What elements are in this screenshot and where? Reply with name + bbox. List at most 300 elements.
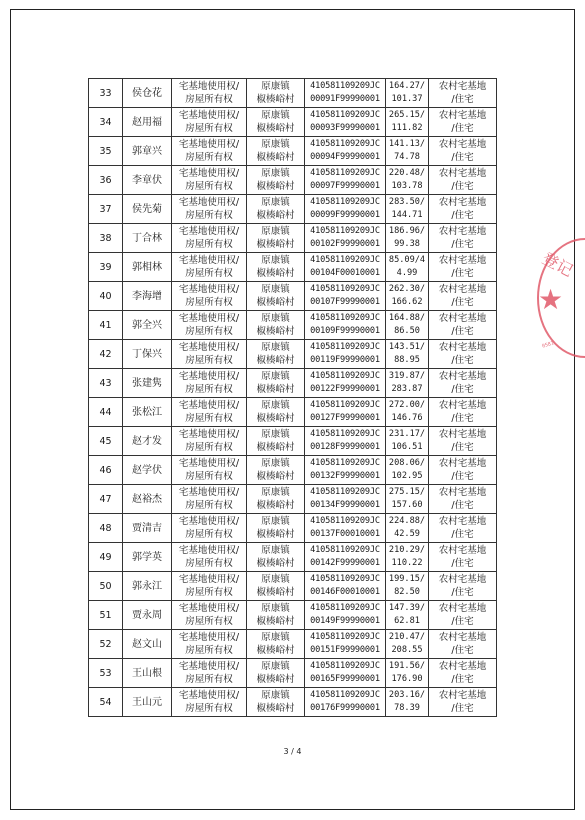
unit-code-cell: [305, 195, 386, 224]
location-cell: [247, 427, 305, 456]
row-number-cell: 39: [89, 253, 123, 282]
location-cell-line: 椒楱峪村: [256, 326, 295, 337]
location-cell-line: 椒楱峪村: [256, 558, 295, 569]
owner-name-cell: 赵文山: [123, 630, 172, 659]
unit-code-cell-line: 00132F99990001: [310, 471, 380, 481]
land-use-cell-line: /住宅: [451, 674, 474, 685]
land-use-cell: [429, 195, 497, 224]
location-cell-line: 原康镇: [261, 516, 290, 527]
area-cell: [386, 369, 429, 398]
right-type-cell-line: 房屋所有权: [185, 355, 233, 366]
location-cell: [247, 514, 305, 543]
area-cell-line: 164.88/: [388, 313, 426, 323]
location-cell: [247, 456, 305, 485]
unit-code-cell-line: 410581109209JC: [310, 429, 380, 439]
area-cell: [386, 485, 429, 514]
area-cell-line: 82.50: [394, 587, 420, 597]
area-cell: [386, 630, 429, 659]
row-number-cell: 34: [89, 108, 123, 137]
unit-code-cell-line: 00165F99990001: [310, 674, 380, 684]
row-number-cell: 47: [89, 485, 123, 514]
right-type-cell-line: 房屋所有权: [185, 413, 233, 424]
land-use-cell: [429, 369, 497, 398]
right-type-cell-line: 宅基地使用权/: [178, 226, 240, 237]
unit-code-cell: [305, 659, 386, 688]
area-cell-line: 199.15/: [388, 574, 426, 584]
right-type-cell: [172, 572, 247, 601]
land-use-cell-line: /住宅: [451, 471, 474, 482]
unit-code-cell-line: 410581109209JC: [310, 110, 380, 120]
seal-text: 登记: [538, 248, 577, 281]
location-cell-line: 原康镇: [261, 168, 290, 179]
table-row: [89, 311, 497, 340]
area-cell: [386, 282, 429, 311]
land-use-cell-line: 农村宅基地: [438, 139, 487, 150]
owner-name-cell: 王山元: [123, 688, 172, 717]
unit-code-cell: [305, 514, 386, 543]
right-type-cell-line: 宅基地使用权/: [178, 139, 240, 150]
right-type-cell: [172, 688, 247, 717]
area-cell: [386, 688, 429, 717]
right-type-cell-line: 宅基地使用权/: [178, 632, 240, 643]
land-use-cell-line: 农村宅基地: [438, 197, 487, 208]
right-type-cell: [172, 340, 247, 369]
land-use-cell: [429, 137, 497, 166]
right-type-cell: [172, 659, 247, 688]
land-use-cell: [429, 282, 497, 311]
unit-code-cell-line: 410581109209JC: [310, 458, 380, 468]
area-cell-line: 147.39/: [388, 603, 426, 613]
area-cell: [386, 398, 429, 427]
area-cell-line: 144.71: [391, 210, 423, 220]
land-use-cell-line: 农村宅基地: [438, 661, 487, 672]
location-cell-line: 原康镇: [261, 400, 290, 411]
unit-code-cell-line: 410581109209JC: [310, 400, 380, 410]
unit-code-cell: [305, 79, 386, 108]
unit-code-cell-line: 00149F99990001: [310, 616, 380, 626]
registration-table-body: [89, 79, 497, 717]
right-type-cell: [172, 369, 247, 398]
land-use-cell: [429, 79, 497, 108]
row-number-cell: 40: [89, 282, 123, 311]
right-type-cell-line: 房屋所有权: [185, 645, 233, 656]
area-cell: [386, 166, 429, 195]
right-type-cell-line: 宅基地使用权/: [178, 197, 240, 208]
right-type-cell-line: 宅基地使用权/: [178, 690, 240, 701]
right-type-cell-line: 宅基地使用权/: [178, 429, 240, 440]
area-cell-line: 101.37: [391, 94, 423, 104]
unit-code-cell-line: 410581109209JC: [310, 255, 380, 265]
right-type-cell: [172, 543, 247, 572]
location-cell: [247, 688, 305, 717]
location-cell-line: 椒楱峪村: [256, 442, 295, 453]
location-cell-line: 椒楱峪村: [256, 471, 295, 482]
table-row: [89, 427, 497, 456]
area-cell-line: 102.95: [391, 471, 423, 481]
location-cell-line: 原康镇: [261, 458, 290, 469]
right-type-cell-line: 房屋所有权: [185, 94, 233, 105]
unit-code-cell-line: 00137F00010001: [310, 529, 380, 539]
land-use-cell: [429, 398, 497, 427]
unit-code-cell-line: 410581109209JC: [310, 371, 380, 381]
land-use-cell-line: 农村宅基地: [438, 400, 487, 411]
area-cell-line: 88.95: [394, 355, 420, 365]
row-number-cell: 44: [89, 398, 123, 427]
area-cell-line: 141.13/: [388, 139, 426, 149]
unit-code-cell-line: 00107F99990001: [310, 297, 380, 307]
right-type-cell-line: 宅基地使用权/: [178, 168, 240, 179]
table-row: [89, 514, 497, 543]
location-cell-line: 椒楱峪村: [256, 384, 295, 395]
owner-name-cell: 李海增: [123, 282, 172, 311]
location-cell-line: 原康镇: [261, 487, 290, 498]
table-row: [89, 659, 497, 688]
right-type-cell: [172, 630, 247, 659]
row-number-cell: 37: [89, 195, 123, 224]
land-use-cell-line: /住宅: [451, 500, 474, 511]
land-use-cell: [429, 427, 497, 456]
area-cell-line: 110.22: [391, 558, 423, 568]
land-use-cell: [429, 543, 497, 572]
unit-code-cell-line: 00127F99990001: [310, 413, 380, 423]
location-cell-line: 原康镇: [261, 632, 290, 643]
land-use-cell: [429, 340, 497, 369]
area-cell: [386, 224, 429, 253]
table-row: [89, 253, 497, 282]
land-use-cell: [429, 485, 497, 514]
row-number-cell: 35: [89, 137, 123, 166]
unit-code-cell: [305, 427, 386, 456]
row-number-cell: 54: [89, 688, 123, 717]
location-cell-line: 原康镇: [261, 574, 290, 585]
area-cell-line: 203.16/: [388, 690, 426, 700]
area-cell-line: 224.88/: [388, 516, 426, 526]
unit-code-cell-line: 410581109209JC: [310, 574, 380, 584]
unit-code-cell-line: 00176F99990001: [310, 703, 380, 713]
unit-code-cell-line: 00097F99990001: [310, 181, 380, 191]
unit-code-cell: [305, 137, 386, 166]
table-row: [89, 688, 497, 717]
location-cell-line: 椒楱峪村: [256, 268, 295, 279]
location-cell-line: 椒楱峪村: [256, 500, 295, 511]
location-cell-line: 椒楱峪村: [256, 703, 295, 714]
area-cell-line: 146.76: [391, 413, 423, 423]
area-cell-line: 210.47/: [388, 632, 426, 642]
location-cell: [247, 601, 305, 630]
area-cell-line: 210.29/: [388, 545, 426, 555]
location-cell-line: 椒楱峪村: [256, 94, 295, 105]
area-cell-line: 78.39: [394, 703, 420, 713]
location-cell-line: 椒楱峪村: [256, 674, 295, 685]
land-use-cell-line: 农村宅基地: [438, 545, 487, 556]
area-cell: [386, 543, 429, 572]
right-type-cell: [172, 601, 247, 630]
right-type-cell-line: 宅基地使用权/: [178, 545, 240, 556]
unit-code-cell-line: 00099F99990001: [310, 210, 380, 220]
location-cell-line: 椒楱峪村: [256, 210, 295, 221]
row-number-cell: 33: [89, 79, 123, 108]
row-number-cell: 46: [89, 456, 123, 485]
land-use-cell-line: /住宅: [451, 529, 474, 540]
location-cell-line: 椒楱峪村: [256, 529, 295, 540]
land-use-cell-line: /住宅: [451, 239, 474, 250]
row-number-cell: 38: [89, 224, 123, 253]
table-row: [89, 601, 497, 630]
right-type-cell: [172, 485, 247, 514]
land-use-cell-line: /住宅: [451, 181, 474, 192]
unit-code-cell-line: 410581109209JC: [310, 139, 380, 149]
area-cell-line: 220.48/: [388, 168, 426, 178]
location-cell-line: 原康镇: [261, 284, 290, 295]
land-use-cell: [429, 514, 497, 543]
location-cell: [247, 108, 305, 137]
unit-code-cell: [305, 485, 386, 514]
right-type-cell-line: 房屋所有权: [185, 297, 233, 308]
table-row: [89, 485, 497, 514]
land-use-cell-line: 农村宅基地: [438, 690, 487, 701]
owner-name-cell: 郭全兴: [123, 311, 172, 340]
unit-code-cell: [305, 398, 386, 427]
location-cell-line: 原康镇: [261, 139, 290, 150]
owner-name-cell: 赵才发: [123, 427, 172, 456]
land-use-cell-line: /住宅: [451, 703, 474, 714]
owner-name-cell: 侯仓花: [123, 79, 172, 108]
location-cell-line: 原康镇: [261, 313, 290, 324]
location-cell: [247, 659, 305, 688]
area-cell: [386, 108, 429, 137]
location-cell: [247, 79, 305, 108]
right-type-cell: [172, 137, 247, 166]
land-use-cell-line: 农村宅基地: [438, 574, 487, 585]
land-use-cell-line: /住宅: [451, 123, 474, 134]
table-row: [89, 166, 497, 195]
registration-table: [88, 78, 497, 717]
owner-name-cell: 赵用福: [123, 108, 172, 137]
area-cell: [386, 659, 429, 688]
location-cell: [247, 166, 305, 195]
location-cell: [247, 543, 305, 572]
table-row: [89, 108, 497, 137]
unit-code-cell-line: 00094F99990001: [310, 152, 380, 162]
location-cell-line: 原康镇: [261, 255, 290, 266]
land-use-cell-line: 农村宅基地: [438, 487, 487, 498]
unit-code-cell-line: 00109F99990001: [310, 326, 380, 336]
right-type-cell-line: 房屋所有权: [185, 442, 233, 453]
right-type-cell-line: 宅基地使用权/: [178, 603, 240, 614]
land-use-cell: [429, 456, 497, 485]
land-use-cell-line: /住宅: [451, 413, 474, 424]
area-cell-line: 4.99: [396, 268, 418, 278]
area-cell: [386, 253, 429, 282]
table-row: [89, 369, 497, 398]
area-cell-line: 62.81: [394, 616, 420, 626]
unit-code-cell-line: 00104F00010001: [310, 268, 380, 278]
right-type-cell: [172, 195, 247, 224]
location-cell-line: 椒楱峪村: [256, 239, 295, 250]
land-use-cell-line: /住宅: [451, 442, 474, 453]
right-type-cell-line: 宅基地使用权/: [178, 516, 240, 527]
area-cell-line: 191.56/: [388, 661, 426, 671]
owner-name-cell: 张松江: [123, 398, 172, 427]
area-cell: [386, 456, 429, 485]
location-cell: [247, 253, 305, 282]
right-type-cell: [172, 253, 247, 282]
right-type-cell-line: 宅基地使用权/: [178, 371, 240, 382]
row-number-cell: 42: [89, 340, 123, 369]
row-number-cell: 50: [89, 572, 123, 601]
area-cell-line: 186.96/: [388, 226, 426, 236]
right-type-cell-line: 房屋所有权: [185, 674, 233, 685]
owner-name-cell: 赵学伏: [123, 456, 172, 485]
location-cell-line: 原康镇: [261, 545, 290, 556]
area-cell-line: 157.60: [391, 500, 423, 510]
location-cell-line: 椒楱峪村: [256, 355, 295, 366]
right-type-cell-line: 房屋所有权: [185, 210, 233, 221]
area-cell-line: 74.78: [394, 152, 420, 162]
unit-code-cell: [305, 340, 386, 369]
owner-name-cell: 李章伏: [123, 166, 172, 195]
right-type-cell-line: 房屋所有权: [185, 587, 233, 598]
owner-name-cell: 贾清吉: [123, 514, 172, 543]
location-cell-line: 原康镇: [261, 226, 290, 237]
location-cell-line: 椒楱峪村: [256, 297, 295, 308]
unit-code-cell-line: 00122F99990001: [310, 384, 380, 394]
unit-code-cell-line: 410581109209JC: [310, 81, 380, 91]
unit-code-cell-line: 410581109209JC: [310, 661, 380, 671]
row-number-cell: 36: [89, 166, 123, 195]
unit-code-cell-line: 410581109209JC: [310, 603, 380, 613]
right-type-cell-line: 宅基地使用权/: [178, 661, 240, 672]
area-cell-line: 164.27/: [388, 81, 426, 91]
area-cell-line: 275.15/: [388, 487, 426, 497]
row-number-cell: 53: [89, 659, 123, 688]
right-type-cell-line: 宅基地使用权/: [178, 487, 240, 498]
right-type-cell-line: 宅基地使用权/: [178, 400, 240, 411]
page-number: 3 / 4: [283, 747, 302, 756]
unit-code-cell: [305, 311, 386, 340]
location-cell-line: 椒楱峪村: [256, 181, 295, 192]
unit-code-cell-line: 00102F99990001: [310, 239, 380, 249]
owner-name-cell: 郭相林: [123, 253, 172, 282]
table-row: [89, 224, 497, 253]
owner-name-cell: 贾永周: [123, 601, 172, 630]
area-cell: [386, 340, 429, 369]
area-cell-line: 42.59: [394, 529, 420, 539]
land-use-cell-line: 农村宅基地: [438, 371, 487, 382]
unit-code-cell-line: 00134F99990001: [310, 500, 380, 510]
row-number-cell: 52: [89, 630, 123, 659]
unit-code-cell-line: 00091F99990001: [310, 94, 380, 104]
unit-code-cell-line: 00093F99990001: [310, 123, 380, 133]
area-cell-line: 99.38: [394, 239, 420, 249]
row-number-cell: 49: [89, 543, 123, 572]
unit-code-cell-line: 410581109209JC: [310, 197, 380, 207]
right-type-cell-line: 宅基地使用权/: [178, 110, 240, 121]
right-type-cell-line: 房屋所有权: [185, 471, 233, 482]
land-use-cell: [429, 253, 497, 282]
unit-code-cell-line: 00151F99990001: [310, 645, 380, 655]
area-cell: [386, 195, 429, 224]
area-cell: [386, 601, 429, 630]
row-number-cell: 51: [89, 601, 123, 630]
land-use-cell: [429, 224, 497, 253]
seal-star-icon: ★: [538, 283, 564, 316]
right-type-cell-line: 房屋所有权: [185, 558, 233, 569]
unit-code-cell: [305, 166, 386, 195]
unit-code-cell: [305, 253, 386, 282]
location-cell-line: 椒楱峪村: [256, 152, 295, 163]
right-type-cell: [172, 514, 247, 543]
row-number-cell: 41: [89, 311, 123, 340]
land-use-cell-line: /住宅: [451, 645, 474, 656]
area-cell: [386, 311, 429, 340]
row-number-cell: 48: [89, 514, 123, 543]
right-type-cell-line: 宅基地使用权/: [178, 284, 240, 295]
unit-code-cell: [305, 282, 386, 311]
land-use-cell: [429, 601, 497, 630]
table-row: [89, 340, 497, 369]
owner-name-cell: 丁保兴: [123, 340, 172, 369]
owner-name-cell: 侯先菊: [123, 195, 172, 224]
land-use-cell: [429, 311, 497, 340]
area-cell-line: 86.50: [394, 326, 420, 336]
land-use-cell: [429, 659, 497, 688]
unit-code-cell: [305, 543, 386, 572]
table-row: [89, 543, 497, 572]
location-cell-line: 椒楱峪村: [256, 645, 295, 656]
area-cell-line: 262.30/: [388, 284, 426, 294]
land-use-cell-line: /住宅: [451, 268, 474, 279]
location-cell-line: 原康镇: [261, 197, 290, 208]
area-cell-line: 283.50/: [388, 197, 426, 207]
right-type-cell-line: 房屋所有权: [185, 703, 233, 714]
owner-name-cell: 郭学英: [123, 543, 172, 572]
location-cell: [247, 311, 305, 340]
location-cell: [247, 137, 305, 166]
unit-code-cell: [305, 572, 386, 601]
area-cell-line: 176.90: [391, 674, 423, 684]
land-use-cell-line: /住宅: [451, 587, 474, 598]
unit-code-cell-line: 410581109209JC: [310, 168, 380, 178]
right-type-cell: [172, 427, 247, 456]
right-type-cell-line: 房屋所有权: [185, 500, 233, 511]
area-cell-line: 111.82: [391, 123, 423, 133]
right-type-cell-line: 宅基地使用权/: [178, 342, 240, 353]
area-cell: [386, 427, 429, 456]
land-use-cell-line: /住宅: [451, 355, 474, 366]
land-use-cell-line: /住宅: [451, 384, 474, 395]
land-use-cell-line: 农村宅基地: [438, 429, 487, 440]
land-use-cell-line: /住宅: [451, 558, 474, 569]
land-use-cell-line: 农村宅基地: [438, 284, 487, 295]
area-cell-line: 208.06/: [388, 458, 426, 468]
owner-name-cell: 张建隽: [123, 369, 172, 398]
right-type-cell: [172, 311, 247, 340]
right-type-cell-line: 房屋所有权: [185, 529, 233, 540]
location-cell-line: 原康镇: [261, 429, 290, 440]
land-use-cell-line: /住宅: [451, 152, 474, 163]
right-type-cell: [172, 282, 247, 311]
unit-code-cell: [305, 108, 386, 137]
right-type-cell-line: 房屋所有权: [185, 268, 233, 279]
table-row: [89, 398, 497, 427]
unit-code-cell: [305, 369, 386, 398]
table-row: [89, 79, 497, 108]
right-type-cell: [172, 108, 247, 137]
location-cell-line: 原康镇: [261, 342, 290, 353]
unit-code-cell-line: 410581109209JC: [310, 342, 380, 352]
row-number-cell: 43: [89, 369, 123, 398]
